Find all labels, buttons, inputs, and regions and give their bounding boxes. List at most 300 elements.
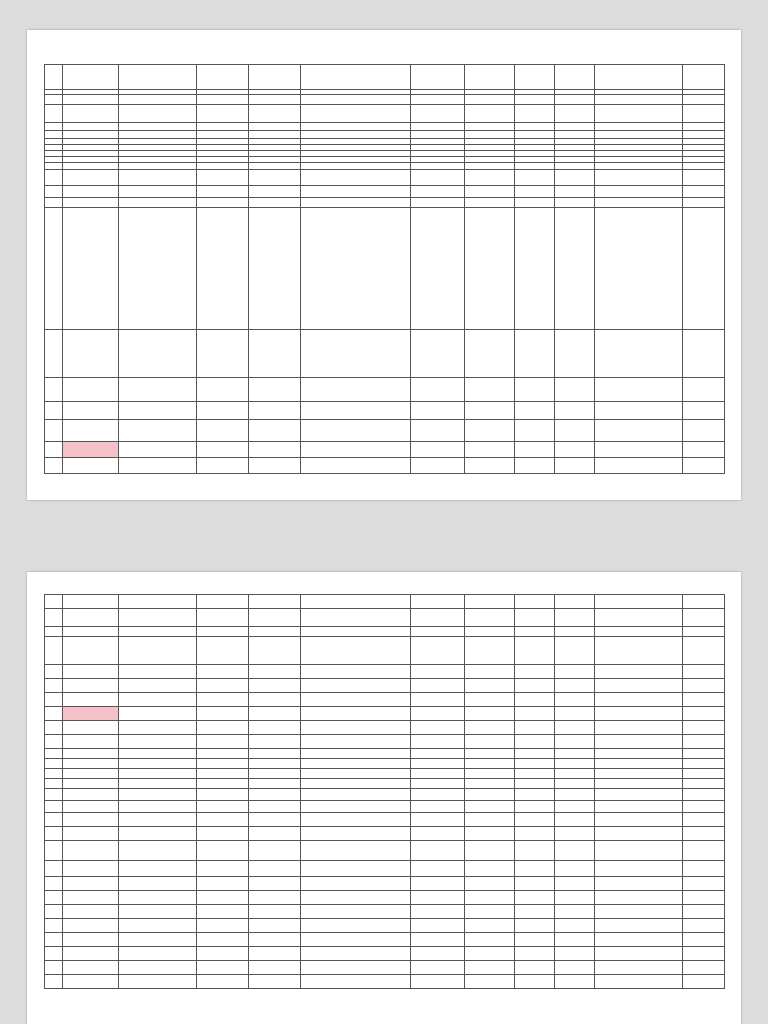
table-cell [197, 769, 249, 779]
table-cell [119, 420, 197, 442]
table-cell [63, 693, 119, 707]
table-cell [411, 721, 465, 735]
table-cell [301, 123, 411, 131]
table-cell [515, 679, 555, 693]
table-cell [45, 131, 63, 139]
document-title [27, 30, 741, 57]
header-cell [411, 65, 465, 90]
table-cell [301, 735, 411, 749]
table-cell [301, 679, 411, 693]
table-cell [301, 961, 411, 975]
table-cell [683, 975, 725, 989]
table-cell [411, 595, 465, 609]
table-cell [595, 801, 683, 813]
table-cell [515, 861, 555, 877]
table-cell [63, 919, 119, 933]
table-cell [411, 947, 465, 961]
table-cell [63, 749, 119, 759]
table-cell [301, 95, 411, 105]
table-cell [197, 749, 249, 759]
table-cell [45, 458, 63, 474]
table-cell [555, 721, 595, 735]
table-cell [119, 789, 197, 801]
table-cell [119, 933, 197, 947]
table-cell [249, 759, 301, 769]
table-cell [465, 919, 515, 933]
table-cell [249, 779, 301, 789]
table-row [45, 208, 725, 330]
table-row [45, 679, 725, 693]
table-cell [555, 679, 595, 693]
table-cell [515, 442, 555, 458]
table-cell [683, 891, 725, 905]
header-cell [683, 65, 725, 90]
table-cell [683, 827, 725, 841]
document-page-2 [27, 572, 741, 1024]
table-cell [301, 933, 411, 947]
table-cell [119, 861, 197, 877]
table-cell [119, 170, 197, 186]
table-cell [45, 891, 63, 905]
table-cell [301, 779, 411, 789]
table-cell [119, 877, 197, 891]
table-cell [45, 105, 63, 123]
table-cell [45, 779, 63, 789]
table-cell [683, 759, 725, 769]
table-cell [465, 378, 515, 402]
table-cell [45, 693, 63, 707]
table-cell [63, 163, 119, 170]
table-row [45, 402, 725, 420]
document-page-1 [27, 30, 741, 500]
table-row [45, 95, 725, 105]
table-cell [119, 827, 197, 841]
table-cell [119, 378, 197, 402]
table-cell [515, 198, 555, 208]
table-cell [197, 891, 249, 905]
table-cell [555, 905, 595, 919]
table-row [45, 665, 725, 679]
table-cell [197, 693, 249, 707]
table-cell [45, 827, 63, 841]
table-cell [301, 877, 411, 891]
table-row [45, 975, 725, 989]
table-cell [683, 609, 725, 627]
table-cell [465, 877, 515, 891]
table-cell [411, 861, 465, 877]
table-cell [515, 420, 555, 442]
table-cell [465, 163, 515, 170]
table-cell [63, 609, 119, 627]
header-cell [301, 65, 411, 90]
table-cell [595, 841, 683, 861]
table-cell [515, 170, 555, 186]
table-cell [119, 749, 197, 759]
table-cell [63, 813, 119, 827]
table-cell [411, 693, 465, 707]
table-cell [515, 402, 555, 420]
table-cell [465, 861, 515, 877]
table-cell [411, 627, 465, 637]
table-cell [119, 95, 197, 105]
table-cell [301, 759, 411, 769]
table-cell [119, 769, 197, 779]
table-row [45, 163, 725, 170]
table-cell [63, 933, 119, 947]
table-row [45, 801, 725, 813]
table-cell [683, 679, 725, 693]
table-cell [515, 891, 555, 905]
table-cell [683, 637, 725, 665]
table-cell [45, 947, 63, 961]
table-cell [197, 721, 249, 735]
table-cell [45, 637, 63, 665]
table-cell [595, 877, 683, 891]
table-cell [683, 693, 725, 707]
table-cell [683, 779, 725, 789]
table-row [45, 827, 725, 841]
table-cell [555, 95, 595, 105]
table-cell [595, 693, 683, 707]
table-cell [465, 735, 515, 749]
table-cell [683, 105, 725, 123]
table-cell [197, 95, 249, 105]
table-cell [249, 801, 301, 813]
table-cell [197, 442, 249, 458]
table-cell [45, 801, 63, 813]
table-cell [465, 679, 515, 693]
header-cell [555, 65, 595, 90]
table-cell [555, 707, 595, 721]
table-cell [45, 861, 63, 877]
table-cell [683, 458, 725, 474]
table-cell [45, 665, 63, 679]
table-cell [683, 595, 725, 609]
table-cell [249, 933, 301, 947]
table-cell [683, 961, 725, 975]
table-cell [119, 609, 197, 627]
table-cell [119, 679, 197, 693]
table-cell [63, 123, 119, 131]
table-cell [197, 330, 249, 378]
table-cell [301, 609, 411, 627]
table-cell [595, 813, 683, 827]
table-cell [119, 779, 197, 789]
header-cell [45, 65, 63, 90]
table-cell [45, 919, 63, 933]
table-cell [411, 186, 465, 198]
table-cell [465, 779, 515, 789]
table-cell [249, 665, 301, 679]
table-cell [465, 131, 515, 139]
table-cell [411, 163, 465, 170]
table-cell [465, 721, 515, 735]
table-cell [555, 749, 595, 759]
table-row [45, 198, 725, 208]
table-cell [683, 163, 725, 170]
table-cell [515, 919, 555, 933]
table-row [45, 891, 725, 905]
table-cell [515, 163, 555, 170]
table-row [45, 841, 725, 861]
table-cell [249, 905, 301, 919]
table-cell [249, 637, 301, 665]
table-cell [63, 947, 119, 961]
table-cell [515, 933, 555, 947]
table-cell [63, 170, 119, 186]
table-cell [119, 442, 197, 458]
table-cell [465, 961, 515, 975]
table-cell [301, 947, 411, 961]
table-cell [515, 186, 555, 198]
table-cell [45, 961, 63, 975]
table-cell [119, 458, 197, 474]
table-cell [45, 749, 63, 759]
table-cell [411, 123, 465, 131]
header-cell [197, 65, 249, 90]
table-cell [555, 861, 595, 877]
table-cell [515, 95, 555, 105]
table-cell [249, 170, 301, 186]
table-cell [595, 123, 683, 131]
table-cell [45, 769, 63, 779]
table-cell [63, 759, 119, 769]
table-cell [119, 665, 197, 679]
table-cell [63, 442, 119, 458]
table-cell [465, 759, 515, 769]
table-cell [197, 961, 249, 975]
table-row [45, 105, 725, 123]
table-cell [119, 330, 197, 378]
table-cell [683, 707, 725, 721]
table-cell [465, 905, 515, 919]
table-cell [465, 458, 515, 474]
table-row [45, 458, 725, 474]
table-cell [63, 330, 119, 378]
table-cell [515, 759, 555, 769]
table-cell [595, 779, 683, 789]
table-cell [515, 693, 555, 707]
table-cell [683, 735, 725, 749]
table-cell [301, 186, 411, 198]
table-cell [595, 721, 683, 735]
table-row [45, 769, 725, 779]
table-cell [515, 707, 555, 721]
table-cell [249, 595, 301, 609]
table-cell [63, 131, 119, 139]
table-cell [555, 877, 595, 891]
table-cell [45, 877, 63, 891]
table-cell [63, 961, 119, 975]
table-cell [595, 665, 683, 679]
table-cell [411, 877, 465, 891]
table-cell [683, 665, 725, 679]
table-cell [595, 131, 683, 139]
table-cell [301, 769, 411, 779]
table-cell [465, 693, 515, 707]
table-cell [249, 789, 301, 801]
table-cell [595, 378, 683, 402]
table-cell [45, 330, 63, 378]
table-cell [595, 105, 683, 123]
table-cell [63, 769, 119, 779]
table-cell [197, 163, 249, 170]
table-cell [411, 961, 465, 975]
table-cell [45, 975, 63, 989]
table-cell [411, 458, 465, 474]
table-cell [595, 749, 683, 759]
table-row [45, 123, 725, 131]
table-cell [45, 402, 63, 420]
table-cell [197, 919, 249, 933]
table-cell [595, 420, 683, 442]
table-row [45, 627, 725, 637]
table-cell [515, 595, 555, 609]
table-cell [119, 402, 197, 420]
table-cell [249, 947, 301, 961]
table-cell [515, 877, 555, 891]
table-cell [119, 801, 197, 813]
table-cell [249, 198, 301, 208]
table-cell [63, 841, 119, 861]
header-cell [465, 65, 515, 90]
table-cell [45, 933, 63, 947]
table-cell [595, 933, 683, 947]
table-cell [249, 402, 301, 420]
table-cell [465, 841, 515, 861]
table-cell [45, 595, 63, 609]
table-row [45, 609, 725, 627]
table-cell [683, 208, 725, 330]
table-cell [555, 420, 595, 442]
table-cell [249, 735, 301, 749]
table-cell [301, 891, 411, 905]
table-cell [411, 905, 465, 919]
table-cell [119, 975, 197, 989]
table-cell [465, 123, 515, 131]
table-cell [63, 665, 119, 679]
table-cell [45, 163, 63, 170]
bankrupts-table [44, 64, 725, 474]
table-cell [595, 95, 683, 105]
table-cell [411, 402, 465, 420]
table-cell [595, 163, 683, 170]
table-cell [595, 402, 683, 420]
table-cell [683, 170, 725, 186]
table-cell [465, 749, 515, 759]
table-cell [411, 841, 465, 861]
table-cell [119, 813, 197, 827]
table-cell [63, 905, 119, 919]
table-cell [301, 707, 411, 721]
table-row [45, 905, 725, 919]
table-cell [119, 595, 197, 609]
table-cell [249, 131, 301, 139]
table-cell [411, 933, 465, 947]
table-cell [595, 208, 683, 330]
table-cell [555, 627, 595, 637]
table-cell [515, 105, 555, 123]
header-cell [595, 65, 683, 90]
table-cell [683, 749, 725, 759]
table-cell [555, 891, 595, 905]
table-cell [411, 208, 465, 330]
table-row [45, 721, 725, 735]
table-cell [683, 905, 725, 919]
table-cell [555, 402, 595, 420]
table-row [45, 933, 725, 947]
table-header [45, 65, 725, 90]
table-row [45, 759, 725, 769]
table-cell [63, 420, 119, 442]
table-cell [555, 595, 595, 609]
table-cell [301, 420, 411, 442]
table-cell [249, 975, 301, 989]
table-cell [555, 947, 595, 961]
table-cell [465, 665, 515, 679]
table-cell [683, 877, 725, 891]
table-cell [411, 813, 465, 827]
table-cell [515, 961, 555, 975]
table-cell [515, 665, 555, 679]
table-cell [595, 707, 683, 721]
table-cell [465, 105, 515, 123]
table-cell [465, 769, 515, 779]
table-cell [515, 131, 555, 139]
table-row [45, 947, 725, 961]
table-cell [595, 769, 683, 779]
table-cell [595, 919, 683, 933]
table-cell [45, 208, 63, 330]
table-cell [119, 735, 197, 749]
table-cell [249, 186, 301, 198]
table-cell [197, 789, 249, 801]
table-cell [595, 198, 683, 208]
table-cell [249, 707, 301, 721]
table-cell [411, 769, 465, 779]
table-row [45, 693, 725, 707]
table-cell [63, 789, 119, 801]
table-cell [555, 330, 595, 378]
table-cell [249, 123, 301, 131]
table-cell [555, 801, 595, 813]
table-cell [249, 721, 301, 735]
table-cell [119, 961, 197, 975]
table-cell [465, 442, 515, 458]
table-cell [119, 891, 197, 905]
table-cell [595, 905, 683, 919]
table-cell [119, 186, 197, 198]
table-cell [197, 665, 249, 679]
table-row [45, 330, 725, 378]
table-cell [411, 975, 465, 989]
table-cell [555, 123, 595, 131]
table-cell [411, 679, 465, 693]
table-cell [555, 609, 595, 627]
table-cell [465, 891, 515, 905]
table-cell [515, 905, 555, 919]
table-cell [249, 627, 301, 637]
table-cell [595, 861, 683, 877]
table-cell [45, 198, 63, 208]
table-cell [63, 735, 119, 749]
table-cell [249, 827, 301, 841]
table-cell [249, 813, 301, 827]
table-cell [63, 679, 119, 693]
table-cell [465, 420, 515, 442]
table-cell [45, 420, 63, 442]
table-cell [683, 442, 725, 458]
